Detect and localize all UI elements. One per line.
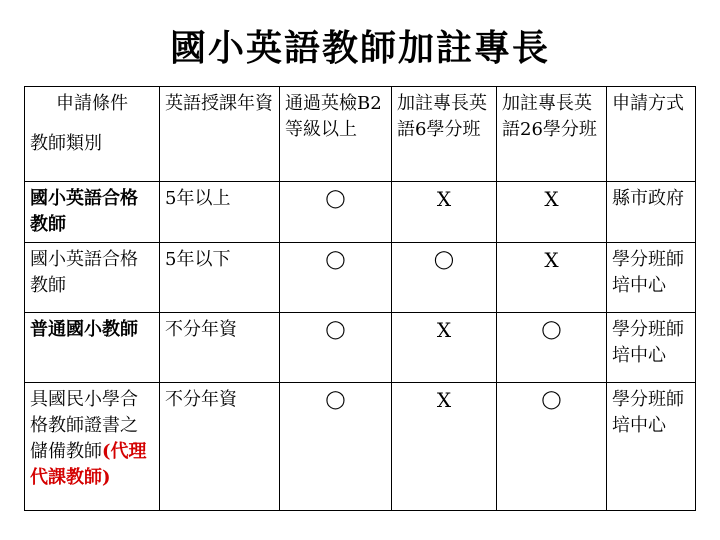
row-b2-mark: ◯ [280, 313, 392, 383]
table-row [25, 313, 696, 383]
header-row [25, 87, 696, 182]
row-b2-mark: ◯ [280, 383, 392, 511]
row-b2-mark: ◯ [280, 182, 392, 243]
header-method: 申請方式 [607, 87, 696, 182]
row-method: 學分班師培中心 [607, 383, 696, 511]
header-26credits: 加註專長英語26學分班 [497, 87, 607, 182]
row-method: 縣市政府 [607, 182, 696, 243]
requirements-table [24, 86, 696, 511]
row-6credits-mark: X [392, 313, 497, 383]
table-row [25, 243, 696, 313]
row-category: 國小英語合格教師 [25, 182, 160, 243]
row-seniority: 5年以上 [160, 182, 280, 243]
row-26credits-mark: ◯ [497, 313, 607, 383]
row-category-note: (代理代課教師) [30, 441, 147, 488]
table-row [25, 182, 696, 243]
row-category: 普通國小教師 [25, 313, 160, 383]
row-category-cell [25, 383, 160, 511]
corner-header-category: 教師類別 [30, 133, 102, 154]
header-seniority: 英語授課年資 [160, 87, 280, 182]
corner-header-conditions: 申請條件 [56, 93, 128, 114]
page-title: 國小英語教師加註專長 [169, 27, 550, 69]
row-6credits-mark: ◯ [392, 243, 497, 313]
row-26credits-mark: ◯ [497, 383, 607, 511]
corner-header-cell [25, 87, 160, 182]
header-b2: 通過英檢B2等級以上 [280, 87, 392, 182]
row-method: 學分班師培中心 [607, 243, 696, 313]
row-category: 國小英語合格教師 [25, 243, 160, 313]
row-seniority: 不分年資 [160, 383, 280, 511]
row-seniority: 不分年資 [160, 313, 280, 383]
row-category: 具國民小學合格教師證書之儲備教師 [30, 389, 138, 462]
header-6credits: 加註專長英語6學分班 [392, 87, 497, 182]
row-26credits-mark: X [497, 243, 607, 313]
table-row [25, 383, 696, 511]
row-seniority: 5年以下 [160, 243, 280, 313]
row-6credits-mark: X [392, 182, 497, 243]
row-6credits-mark: X [392, 383, 497, 511]
row-b2-mark: ◯ [280, 243, 392, 313]
row-26credits-mark: X [497, 182, 607, 243]
row-method: 學分班師培中心 [607, 313, 696, 383]
